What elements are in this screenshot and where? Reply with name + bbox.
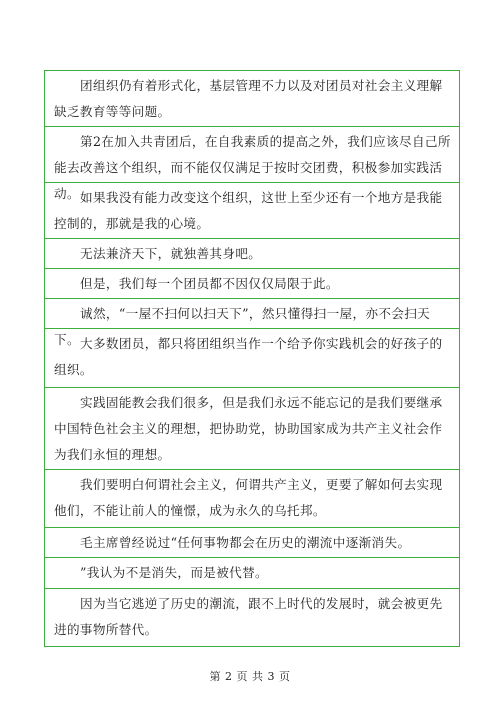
- page-number: 第 2 页 共 3 页: [209, 670, 291, 683]
- table-row: 毛主席曾经说过“任何事物都会在历史的潮流中逐渐消失。: [45, 528, 459, 558]
- table-row: 无法兼济天下，就独善其身吧。: [45, 239, 459, 269]
- table-row: 但是，我们每一个团员都不因仅仅局限于此。: [45, 269, 459, 299]
- table-row: 我们要明白何谓社会主义，何谓共产主义，更要了解如何去实现他们，不能让前人的憧憬，成为永久的乌托邦。: [45, 470, 459, 528]
- text-table: [44, 70, 460, 647]
- table-row: 团组织仍有着形式化，基层管理不力以及对团员对社会主义理解缺乏教育等等问题。: [45, 71, 459, 127]
- table-row: ”我认为不是消失，而是被代替。: [45, 558, 459, 589]
- table-row: 因为当它逃逆了历史的潮流，跟不上时代的发展时，就会被更先进的事物所替代。: [45, 589, 459, 647]
- table-row: 第2在加入共青团后，在自我素质的提高之外，我们应该尽自己所能去改善这个组织，而不能仅仅满足于按时交团费，积极参加实践活动。: [45, 127, 459, 183]
- table-row: 实践固能教会我们很多，但是我们永远不能忘记的是我们要继承中国特色社会主义的理想，把协助党，协助国家成为共产主义社会作为我们永恒的理想。: [45, 388, 459, 470]
- table-row: 如果我没有能力改变这个组织，这世上至少还有一个地方是我能控制的，那就是我的心境。: [45, 183, 459, 239]
- table-row: 诚然，“一屋不扫何以扫天下”，然只懂得扫一屋，亦不会扫天下。: [45, 299, 459, 329]
- table-row: 大多数团员，都只将团组织当作一个给予你实践机会的好孩子的组织。: [45, 329, 459, 388]
